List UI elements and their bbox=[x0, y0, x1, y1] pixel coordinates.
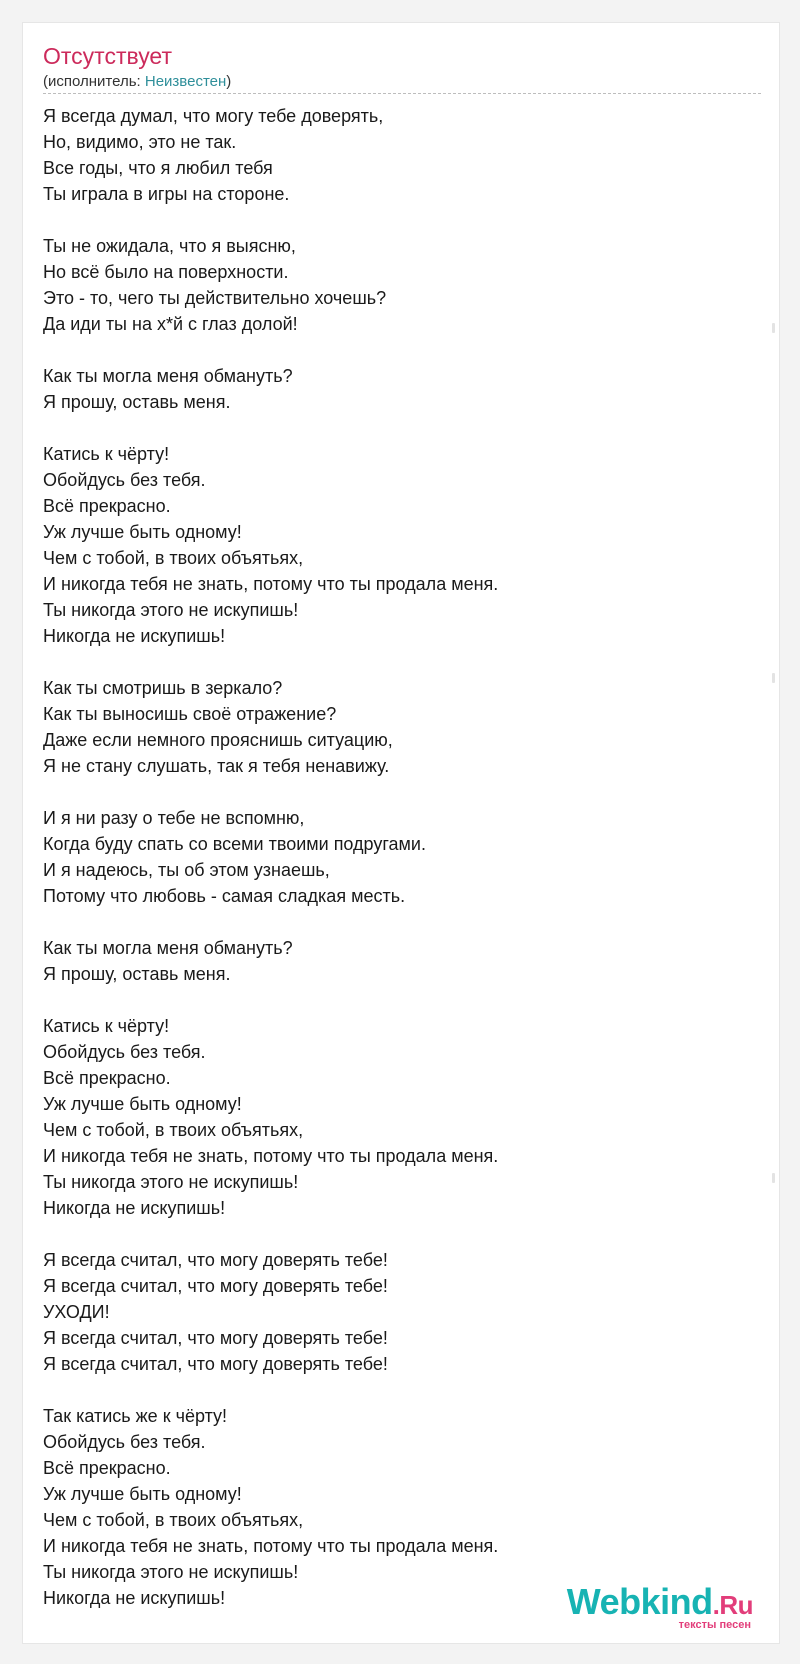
webkind-logo[interactable] bbox=[566, 1581, 779, 1635]
lyric-line: Все годы, что я любил тебя bbox=[43, 158, 273, 178]
lyric-line: Ты никогда этого не искупишь! bbox=[43, 600, 299, 620]
lyric-line: Обойдусь без тебя. bbox=[43, 470, 206, 490]
lyric-line: Я прошу, оставь меня. bbox=[43, 392, 231, 412]
lyrics-page bbox=[22, 22, 780, 1644]
lyric-line: И никогда тебя не знать, потому что ты продала меня. bbox=[43, 1536, 499, 1556]
lyrics-stanza bbox=[43, 805, 743, 909]
lyrics-stanza bbox=[43, 935, 743, 987]
lyric-line: Всё прекрасно. bbox=[43, 1458, 171, 1478]
lyric-line: Чем с тобой, в твоих объятьях, bbox=[43, 1510, 304, 1530]
lyric-line: Катись к чёрту! bbox=[43, 1016, 170, 1036]
logo-wordmark bbox=[567, 1583, 753, 1624]
lyric-line: Ты никогда этого не искупишь! bbox=[43, 1172, 299, 1192]
lyric-line: Я всегда думал, что могу тебе доверять, bbox=[43, 106, 384, 126]
lyric-line: И я надеюсь, ты об этом узнаешь, bbox=[43, 860, 330, 880]
lyric-line: Уж лучше быть одному! bbox=[43, 1484, 242, 1504]
lyric-line: Катись к чёрту! bbox=[43, 444, 170, 464]
lyric-line: Чем с тобой, в твоих объятьях, bbox=[43, 548, 304, 568]
lyric-line: Ты не ожидала, что я выясню, bbox=[43, 236, 296, 256]
decorative-mark bbox=[772, 1173, 775, 1183]
lyric-line: Когда буду спать со всеми твоими подругами. bbox=[43, 834, 426, 854]
lyric-line: И никогда тебя не знать, потому что ты продала меня. bbox=[43, 1146, 499, 1166]
lyrics-stanza bbox=[43, 441, 743, 649]
lyric-line: Я всегда считал, что могу доверять тебе! bbox=[43, 1354, 388, 1374]
lyric-line: Я всегда считал, что могу доверять тебе! bbox=[43, 1250, 388, 1270]
lyric-line: Я не стану слушать, так я тебя ненавижу. bbox=[43, 756, 390, 776]
logo-tagline: тексты песен bbox=[678, 1619, 751, 1631]
lyric-line: Но всё было на поверхности. bbox=[43, 262, 289, 282]
lyric-line: Как ты могла меня обмануть? bbox=[43, 366, 293, 386]
lyric-line: Обойдусь без тебя. bbox=[43, 1042, 206, 1062]
lyric-line: Я прошу, оставь меня. bbox=[43, 964, 231, 984]
lyric-line: Я всегда считал, что могу доверять тебе! bbox=[43, 1328, 388, 1348]
lyric-line: Да иди ты на х*й с глаз долой! bbox=[43, 314, 298, 334]
lyric-line: Уж лучше быть одному! bbox=[43, 522, 242, 542]
decorative-mark bbox=[772, 673, 775, 683]
lyric-line: Но, видимо, это не так. bbox=[43, 132, 237, 152]
lyric-line: Ты никогда этого не искупишь! bbox=[43, 1562, 299, 1582]
artist-suffix: ) bbox=[226, 73, 232, 90]
lyric-line: Уж лучше быть одному! bbox=[43, 1094, 242, 1114]
lyric-line: Всё прекрасно. bbox=[43, 496, 171, 516]
lyric-line: Потому что любовь - самая сладкая месть. bbox=[43, 886, 406, 906]
logo-tld: .Ru bbox=[712, 1590, 753, 1620]
lyrics-body bbox=[43, 103, 743, 1637]
lyrics-stanza bbox=[43, 363, 743, 415]
lyric-line: Обойдусь без тебя. bbox=[43, 1432, 206, 1452]
lyric-line: Никогда не искупишь! bbox=[43, 626, 226, 646]
lyric-line: УХОДИ! bbox=[43, 1302, 110, 1322]
lyrics-stanza bbox=[43, 1013, 743, 1221]
lyrics-stanza bbox=[43, 233, 743, 337]
lyrics-stanza bbox=[43, 1403, 743, 1611]
lyric-line: Как ты могла меня обмануть? bbox=[43, 938, 293, 958]
lyric-line: Так катись же к чёрту! bbox=[43, 1406, 228, 1426]
lyric-line: Как ты выносишь своё отражение? bbox=[43, 704, 337, 724]
lyrics-stanza bbox=[43, 1247, 743, 1377]
decorative-mark bbox=[772, 323, 775, 333]
lyrics-stanza bbox=[43, 103, 743, 207]
lyric-line: Даже если немного прояснишь ситуацию, bbox=[43, 730, 393, 750]
lyric-line: Никогда не искупишь! bbox=[43, 1588, 226, 1608]
lyric-line: Это - то, чего ты действительно хочешь? bbox=[43, 288, 387, 308]
lyric-line: Чем с тобой, в твоих объятьях, bbox=[43, 1120, 304, 1140]
lyric-line: Никогда не искупишь! bbox=[43, 1198, 226, 1218]
header-divider bbox=[43, 93, 761, 94]
song-title: Отсутствует bbox=[43, 43, 172, 69]
logo-brand: Webkind bbox=[566, 1581, 713, 1622]
lyrics-stanza bbox=[43, 675, 743, 779]
artist-prefix: (исполнитель: bbox=[43, 73, 145, 90]
lyric-line: Всё прекрасно. bbox=[43, 1068, 171, 1088]
lyric-line: И я ни разу о тебе не вспомню, bbox=[43, 808, 305, 828]
lyric-line: Я всегда считал, что могу доверять тебе! bbox=[43, 1276, 388, 1296]
lyric-line: Как ты смотришь в зеркало? bbox=[43, 678, 283, 698]
lyric-line: И никогда тебя не знать, потому что ты продала меня. bbox=[43, 574, 499, 594]
lyric-line: Ты играла в игры на стороне. bbox=[43, 184, 290, 204]
artist-link[interactable]: Неизвестен bbox=[144, 73, 227, 90]
artist-line bbox=[43, 73, 231, 91]
